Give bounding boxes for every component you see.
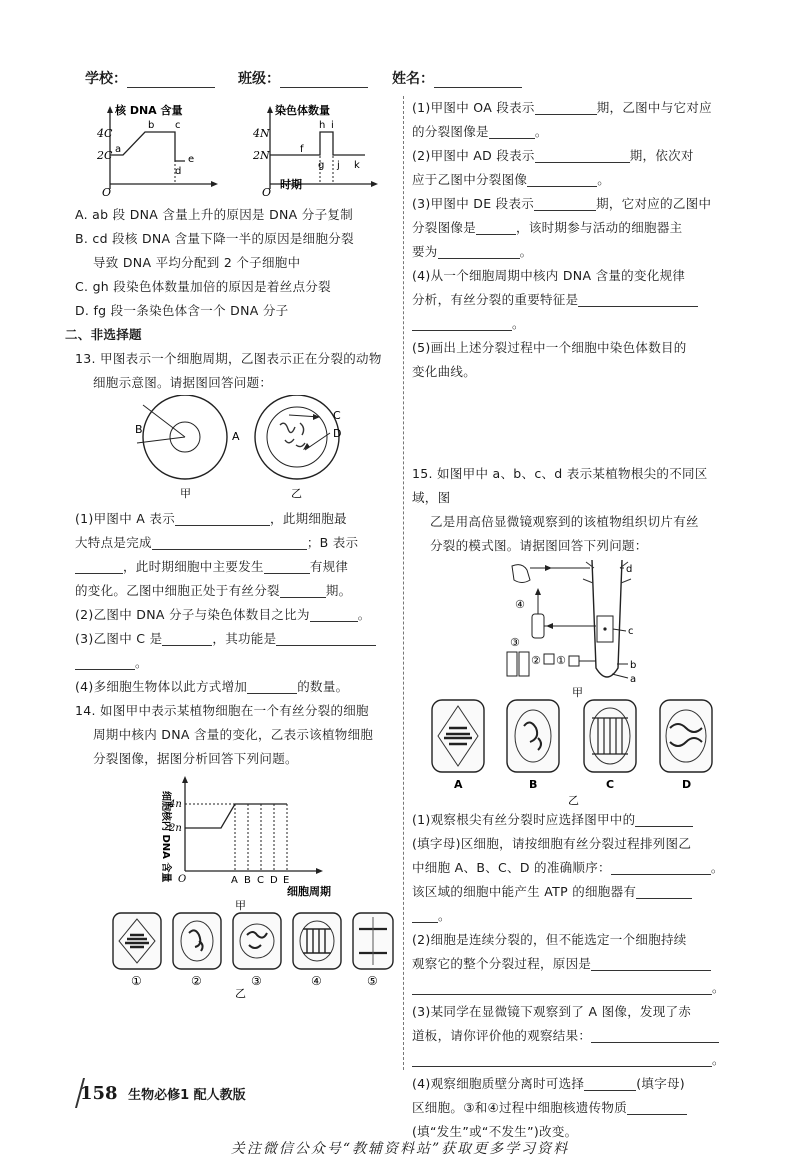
chart1-pt-e: e [188,154,195,165]
q13-blank-8[interactable] [276,630,376,646]
q14-cell-2 [173,913,221,988]
q14-blank-1[interactable] [535,99,597,115]
q13-blank-2[interactable] [152,534,307,550]
q13-s1a: (1)甲图中 A 表示 [75,511,176,526]
q14-origin: O [178,874,187,885]
q14-img-label-1: ① [131,974,142,988]
column-divider [403,96,404,1070]
q14-blank-8[interactable] [578,291,698,307]
chart2-y-4n: 4N [253,127,270,140]
q15-label-c: c [628,626,634,637]
q15-a4a: (4)观察细胞质壁分离时可选择 [412,1076,585,1091]
q15-a3b: 道板，请你评价他的观察结果： [412,1028,592,1043]
q14-blank-2[interactable] [489,123,535,139]
q15-cell-label-b: B [529,778,538,791]
q13-label-a: A [232,430,240,443]
q13-blank-6[interactable] [310,606,358,622]
class-blank[interactable] [280,73,368,88]
q14-r3c: 分裂图像是 [412,220,477,235]
q12-option-d[interactable]: D. fg 段一条染色体含一个 DNA 分子 [75,303,289,318]
chart2-title: 染色体数量 [275,104,330,117]
q13-blank-7[interactable] [162,630,212,646]
q13-label-c: C [333,409,341,422]
q14-r3e: 要为 [412,244,438,259]
q15-cell-label-d: D [682,778,692,791]
q14-x-e: E [283,875,290,886]
right-column [412,96,732,1144]
q14-x-c: C [257,875,264,886]
q15-label-3: ③ [510,636,520,649]
q13-label-b: B [135,423,143,436]
q15-blank-10[interactable] [627,1099,687,1115]
q14-r1b: 期，乙图中与它对应 [596,100,712,115]
animal-cell-diagram [255,395,341,500]
q15-blank-3[interactable] [636,883,692,899]
q15-label-d: d [626,564,633,575]
q13-s2end: 。 [357,607,371,622]
q14-cell-images [75,911,395,999]
q14-y-2n: 2n [169,823,182,834]
chart2-pt-k: k [354,160,360,171]
drawing-space[interactable] [412,384,732,462]
chart1-pt-a: a [115,144,122,155]
page-number: 158 [80,1083,118,1104]
q13-blank-3[interactable] [75,558,123,574]
q15-label-4: ④ [515,598,525,611]
q14-x-b: B [244,875,251,886]
class-label: 班级： [238,71,280,87]
left-column [65,104,395,999]
name-field [392,68,522,88]
q14-caption-yi: 乙 [235,987,246,999]
q15-stem-1: 15. 如图甲中 a、b、c、d 表示某植物根尖的不同区域，图 [412,466,708,505]
chart2-origin: O [262,186,272,199]
q14-img-label-2: ② [191,974,202,988]
q15-cell-d [660,700,712,791]
q14-x-a: A [231,875,238,886]
q15-label-2: ② [531,654,541,667]
q15-a3a: (3)某同学在显微镜下观察到了 A 图像，发现了赤 [412,1004,692,1019]
q14-cell-5 [353,913,393,988]
chart2-pt-f: f [300,144,304,155]
q15-a1c: 中细胞 A、B、C、D 的准确顺序： [412,860,611,875]
q15-a4d: (填“发生”或“不发生”)改变。 [412,1124,578,1139]
chart2-y-2n: 2N [253,149,270,162]
q14-r4b: 分析，有丝分裂的重要特征是 [412,292,579,307]
q15-cell-b [507,700,559,791]
q14-r2b: 期，依次对 [629,148,694,163]
q14-dna-chart [75,771,395,911]
q15-a1f: 。 [438,908,451,923]
q14-r3a: (3)甲图中 DE 段表示 [412,196,535,211]
school-label: 学校： [85,71,127,87]
q15-cell-images [412,698,732,808]
name-blank[interactable] [434,73,522,88]
q15-blank-7[interactable] [591,1027,719,1043]
q13-caption-yi: 乙 [291,487,302,500]
q15-a1b: (填字母)区细胞，请按细胞有丝分裂过程排列图乙 [412,836,692,851]
chart2-x-label: 时期 [280,178,302,191]
q14-blank-9[interactable] [412,315,512,331]
q15-a4c: 区细胞。③和④过程中细胞核遗传物质 [412,1100,628,1115]
q14-r5a: (5)画出上述分裂过程中一个细胞中染色体数目的 [412,340,687,355]
q13-s3a: (3)乙图中 C 是 [75,631,163,646]
q14-r1c: 的分裂图像是 [412,124,489,139]
chart2-pt-i: i [331,120,334,131]
q15-a2c: 。 [712,980,725,995]
q13-blank-10[interactable] [247,678,297,694]
q14-blank-6[interactable] [476,219,516,235]
q14-x-d: D [270,875,278,886]
q15-caption-yi: 乙 [568,794,579,807]
q14-blank-5[interactable] [534,195,596,211]
q14-r5b: 变化曲线。 [412,364,477,379]
q14-cell-3 [233,913,281,988]
q13-blank-1[interactable] [175,510,270,526]
q15-a4b: (填字母) [636,1076,685,1091]
q15-cell-c [584,700,636,791]
q14-r3f: 。 [519,244,533,259]
q14-caption-jia: 甲 [235,899,246,911]
q15-cell-label-c: C [606,778,615,791]
chart1-title: 核 DNA 含量 [115,104,183,117]
q15-label-1: ① [556,654,566,667]
q14-y-4n: 4n [169,799,182,810]
q12-option-a[interactable]: A. ab 段 DNA 含量上升的原因是 DNA 分子复制 [75,207,353,222]
q15-a2a: (2)细胞是连续分裂的，但不能选定一个细胞持续 [412,932,687,947]
q15-blank-9[interactable] [584,1075,636,1091]
bottom-note: 关注微信公众号“教辅资料站”获取更多学习资料 [230,1141,570,1157]
q13-s1c: 大特点是完成 [75,535,152,550]
q13-blank-5[interactable] [280,582,326,598]
q14-r2d: 。 [597,172,611,187]
class-field [238,68,368,88]
q14-blank-3[interactable] [535,147,630,163]
q13-stem-2: 细胞示意图。请据图回答问题： [93,375,273,390]
q15-blank-2[interactable] [611,859,711,875]
q15-cell-a [432,700,484,791]
name-label: 姓名： [392,71,434,87]
q15-label-b: b [630,660,637,671]
q15-cell-label-a: A [454,778,463,791]
q13-s2: (2)乙图中 DNA 分子与染色体数目之比为 [75,607,310,622]
q14-img-label-4: ④ [311,974,322,988]
q13-s4b: 的数量。 [297,679,349,694]
chart1-pt-d: d [175,166,182,177]
school-blank[interactable] [127,73,215,88]
q14-r4a: (4)从一个细胞周期中核内 DNA 含量的变化规律 [412,268,686,283]
q14-blank-4[interactable] [527,171,597,187]
q13-s1e: ，此时期细胞中主要发生 [123,559,264,574]
q13-s3end: 。 [135,655,148,670]
q15-a1d: 。 [710,860,724,875]
q15-blank-5[interactable] [591,955,711,971]
q13-figures [75,395,395,505]
q13-blank-9[interactable] [75,654,135,670]
school-field [85,68,215,88]
q15-label-a: a [630,674,637,685]
q14-chart-y-title: 细胞核内 DNA 含量 [160,791,171,883]
q14-r2c: 应于乙图中分裂图像 [412,172,528,187]
q14-blank-7[interactable] [438,243,520,259]
chart2-pt-g: g [318,160,325,171]
chart1-pt-b: b [148,120,155,131]
q13-caption-jia: 甲 [180,487,191,500]
q15-blank-1[interactable] [635,811,693,827]
q14-stem-2: 周期中核内 DNA 含量的变化，乙表示该植物细胞 [93,727,374,742]
q12-option-b-cont: 导致 DNA 平均分配到 2 个子细胞中 [93,255,301,270]
q15-caption-jia: 甲 [572,686,583,698]
q13-s3b: ，其功能是 [212,631,277,646]
book-title: 生物必修1 配人教版 [128,1088,246,1103]
chart2-pt-j: j [337,160,340,171]
q15-blank-6[interactable] [412,979,712,995]
q13-s1d: ；B 表示 [306,535,359,550]
q14-x-title: 细胞周期 [287,885,331,898]
q15-a3c: 。 [712,1052,725,1067]
section-title: 二、非选择题 [65,327,142,342]
q15-stem-2: 乙是用高倍显微镜观察到的该植物组织切片有丝 [430,514,699,529]
q13-s1b: ，此期细胞最 [270,511,347,526]
chromosome-count-chart [252,104,378,199]
q14-img-label-3: ③ [251,974,262,988]
dna-content-chart [96,104,218,199]
q14-r1d: 。 [534,124,548,139]
q15-blank-8[interactable] [412,1051,712,1067]
q15-blank-4[interactable] [412,907,438,923]
q15-a1e: 该区域的细胞中能产生 ATP 的细胞器有 [412,884,637,899]
q15-a2b: 观察它的整个分裂过程，原因是 [412,956,592,971]
q14-stem-1: 14. 如图甲中表示某植物细胞在一个有丝分裂的细胞 [75,703,369,718]
q14-stem-3: 分裂图像，据图分析回答下列问题。 [93,751,298,766]
q13-s1h: 期。 [325,583,352,598]
q12-option-c[interactable]: C. gh 段染色体数量加倍的原因是着丝点分裂 [75,279,331,294]
q14-cell-4 [293,913,341,988]
chart1-pt-c: c [175,120,181,131]
q14-r1a: (1)甲图中 OA 段表示 [412,100,535,115]
q15-root-tip-figure [412,558,732,698]
cell-cycle-diagram [135,395,240,500]
q14-cell-1 [113,913,161,988]
q13-s1g: 的变化。乙图中细胞正处于有丝分裂 [75,583,280,598]
q14-r2a: (2)甲图中 AD 段表示 [412,148,535,163]
q12-charts [75,104,395,199]
q13-stem-1: 13. 甲图表示一个细胞周期，乙图表示正在分裂的动物 [75,351,382,366]
q15-a1a: (1)观察根尖有丝分裂时应选择图甲中的 [412,812,636,827]
chart1-origin: O [102,186,112,199]
q13-label-d: D [333,427,342,440]
q14-img-label-5: ⑤ [367,974,378,988]
q13-s4a: (4)多细胞生物体以此方式增加 [75,679,248,694]
chart1-y-4c: 4C [97,127,113,140]
chart1-y-2c: 2C [97,149,113,162]
q15-stem-3: 分裂的模式图。请据图回答下列问题： [430,538,648,553]
chart2-pt-h: h [319,120,326,131]
q12-option-b[interactable]: B. cd 段核 DNA 含量下降一半的原因是细胞分裂 [75,231,354,246]
page-footer [80,1083,246,1104]
q13-blank-4[interactable] [264,558,310,574]
q13-s1f: 有规律 [309,559,349,574]
q14-r3d: ，该时期参与活动的细胞器主 [516,220,683,235]
q14-r4c: 。 [512,316,525,331]
q14-r3b: 期，它对应的乙图中 [596,196,712,211]
